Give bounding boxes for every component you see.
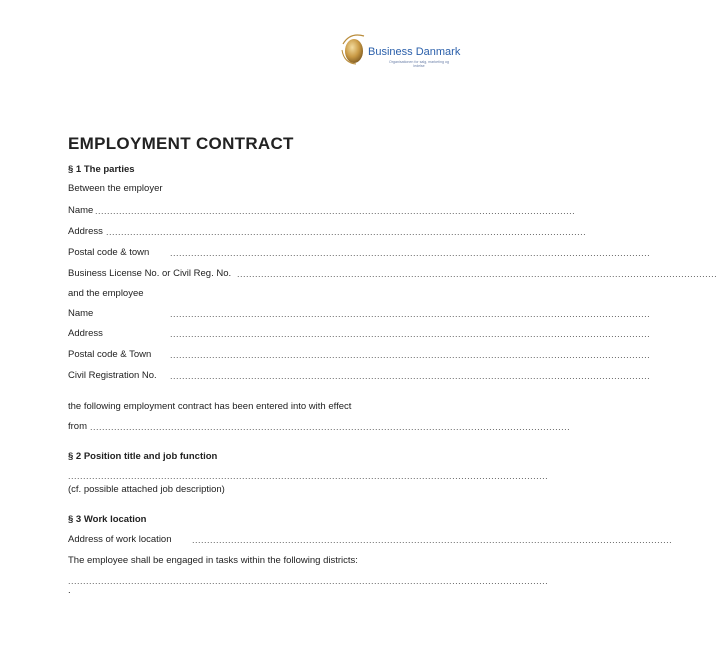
employer-name-field[interactable]: ................................................................................................................................................................: [95, 206, 576, 216]
logo-tagline: Organisationen for salg, marketing og ledelse: [389, 60, 449, 69]
employee-name-label: Name: [68, 308, 94, 319]
trailing-mark: .: [68, 585, 71, 596]
employee-postal-label: Postal code & Town: [68, 349, 152, 360]
business-license-label: Business License No. or Civil Reg. No.: [68, 268, 232, 279]
from-date-field[interactable]: ................................................................................................................................................................: [90, 422, 571, 432]
section-1-heading: § 1 The parties: [68, 164, 135, 175]
section-3-heading: § 3 Work location: [68, 514, 147, 525]
from-label: from: [68, 421, 87, 432]
districts-field[interactable]: ................................................................................................................................................................: [68, 576, 549, 586]
employee-address-field[interactable]: ................................................................................................................................................................: [170, 329, 651, 339]
civil-reg-label: Civil Registration No.: [68, 370, 157, 381]
position-title-field[interactable]: ................................................................................................................................................................: [68, 471, 549, 481]
districts-text: The employee shall be engaged in tasks within the following districts:: [68, 555, 358, 566]
egg-icon: [340, 30, 368, 66]
employer-name-label: Name: [68, 205, 94, 216]
employee-address-label: Address: [68, 328, 103, 339]
employer-postal-field[interactable]: ................................................................................................................................................................: [170, 248, 651, 258]
page-title: EMPLOYMENT CONTRACT: [68, 134, 294, 153]
work-location-label: Address of work location: [68, 534, 172, 545]
logo-name: Business Danmark: [368, 46, 461, 58]
work-location-field[interactable]: ................................................................................................................................................................: [192, 535, 673, 545]
business-license-field[interactable]: ................................................................................................................................................................: [237, 269, 717, 279]
employee-name-field[interactable]: ................................................................................................................................................................: [170, 309, 651, 319]
section-2-heading: § 2 Position title and job function: [68, 451, 218, 462]
employer-postal-label: Postal code & town: [68, 247, 150, 258]
between-employer-text: Between the employer: [68, 183, 163, 194]
employer-address-field[interactable]: ................................................................................................................................................................: [106, 227, 587, 237]
effect-text: the following employment contract has been entered into with effect: [68, 401, 352, 412]
employee-postal-field[interactable]: ................................................................................................................................................................: [170, 350, 651, 360]
job-description-note: (cf. possible attached job description): [68, 484, 225, 495]
employer-address-label: Address: [68, 226, 103, 237]
business-danmark-logo: [340, 24, 460, 74]
civil-reg-field[interactable]: ................................................................................................................................................................: [170, 371, 651, 381]
and-employee-text: and the employee: [68, 288, 144, 299]
